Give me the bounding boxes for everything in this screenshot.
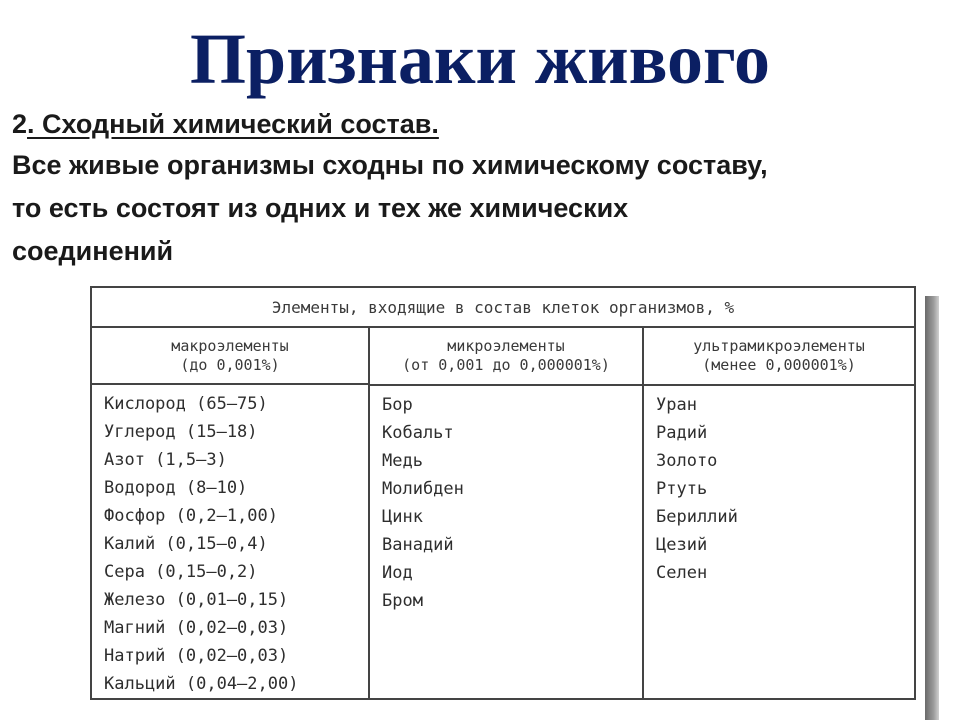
- column-header-title: микроэлементы: [447, 337, 565, 355]
- elements-table: [90, 286, 916, 700]
- element-list: [92, 385, 368, 698]
- list-item: Бром: [382, 591, 423, 611]
- list-item: Ртуть: [656, 479, 708, 499]
- element-list: [370, 386, 642, 615]
- list-item: Медь: [382, 451, 423, 471]
- list-item: Цезий: [656, 535, 708, 555]
- column-header: [92, 328, 368, 385]
- list-item: Цинк: [382, 507, 423, 527]
- list-item: Азот (1,5—3): [104, 450, 227, 470]
- subtitle-text: . Сходный химический состав.: [27, 109, 439, 139]
- element-list: [644, 386, 914, 587]
- list-item: Углерод (15—18): [104, 422, 258, 442]
- table-columns: [92, 328, 914, 698]
- column-microelements: [368, 328, 642, 698]
- table-caption: Элементы, входящие в состав клеток организмов, %: [92, 288, 914, 328]
- list-item: Ванадий: [382, 535, 454, 555]
- list-item: Натрий (0,02—0,03): [104, 646, 289, 666]
- list-item: Сера (0,15—0,2): [104, 562, 258, 582]
- list-item: Магний (0,02—0,03): [104, 618, 289, 638]
- subtitle: [12, 104, 952, 144]
- list-item: Радий: [656, 423, 708, 443]
- subtitle-number: 2: [12, 109, 28, 139]
- column-ultramicroelements: [642, 328, 914, 698]
- list-item: Молибден: [382, 479, 464, 499]
- list-item: Золото: [656, 451, 718, 471]
- list-item: Селен: [656, 563, 708, 583]
- list-item: Бериллий: [656, 507, 738, 527]
- slide-title: Признаки живого: [190, 19, 770, 99]
- table-shadow-bar: [925, 296, 939, 720]
- column-header: [644, 328, 914, 386]
- column-header-range: (от 0,001 до 0,000001%): [402, 356, 610, 374]
- list-item: Кислород (65—75): [104, 394, 268, 414]
- list-item: Кальций (0,04—2,00): [104, 674, 299, 694]
- column-header-range: (до 0,001%): [180, 355, 280, 374]
- column-header: [370, 328, 642, 386]
- list-item: Уран: [656, 395, 697, 415]
- column-header-title: макроэлементы: [171, 336, 289, 355]
- description-line: соединений: [12, 236, 174, 266]
- column-header-range: (менее 0,000001%): [702, 356, 856, 374]
- description-line: Все живые организмы сходны по химическому составу,: [12, 150, 768, 180]
- list-item: Иод: [382, 563, 413, 583]
- list-item: Бор: [382, 395, 413, 415]
- list-item: Калий (0,15—0,4): [104, 534, 268, 554]
- list-item: Водород (8—10): [104, 478, 248, 498]
- description: [12, 144, 952, 273]
- column-macroelements: [92, 328, 368, 698]
- column-header-title: ультрамикроэлементы: [693, 337, 865, 355]
- description-line: то есть состоят из одних и тех же химических: [12, 193, 629, 223]
- list-item: Фосфор (0,2—1,00): [104, 506, 278, 526]
- text-block: [12, 104, 952, 273]
- list-item: Кобальт: [382, 423, 454, 443]
- list-item: Железо (0,01—0,15): [104, 590, 289, 610]
